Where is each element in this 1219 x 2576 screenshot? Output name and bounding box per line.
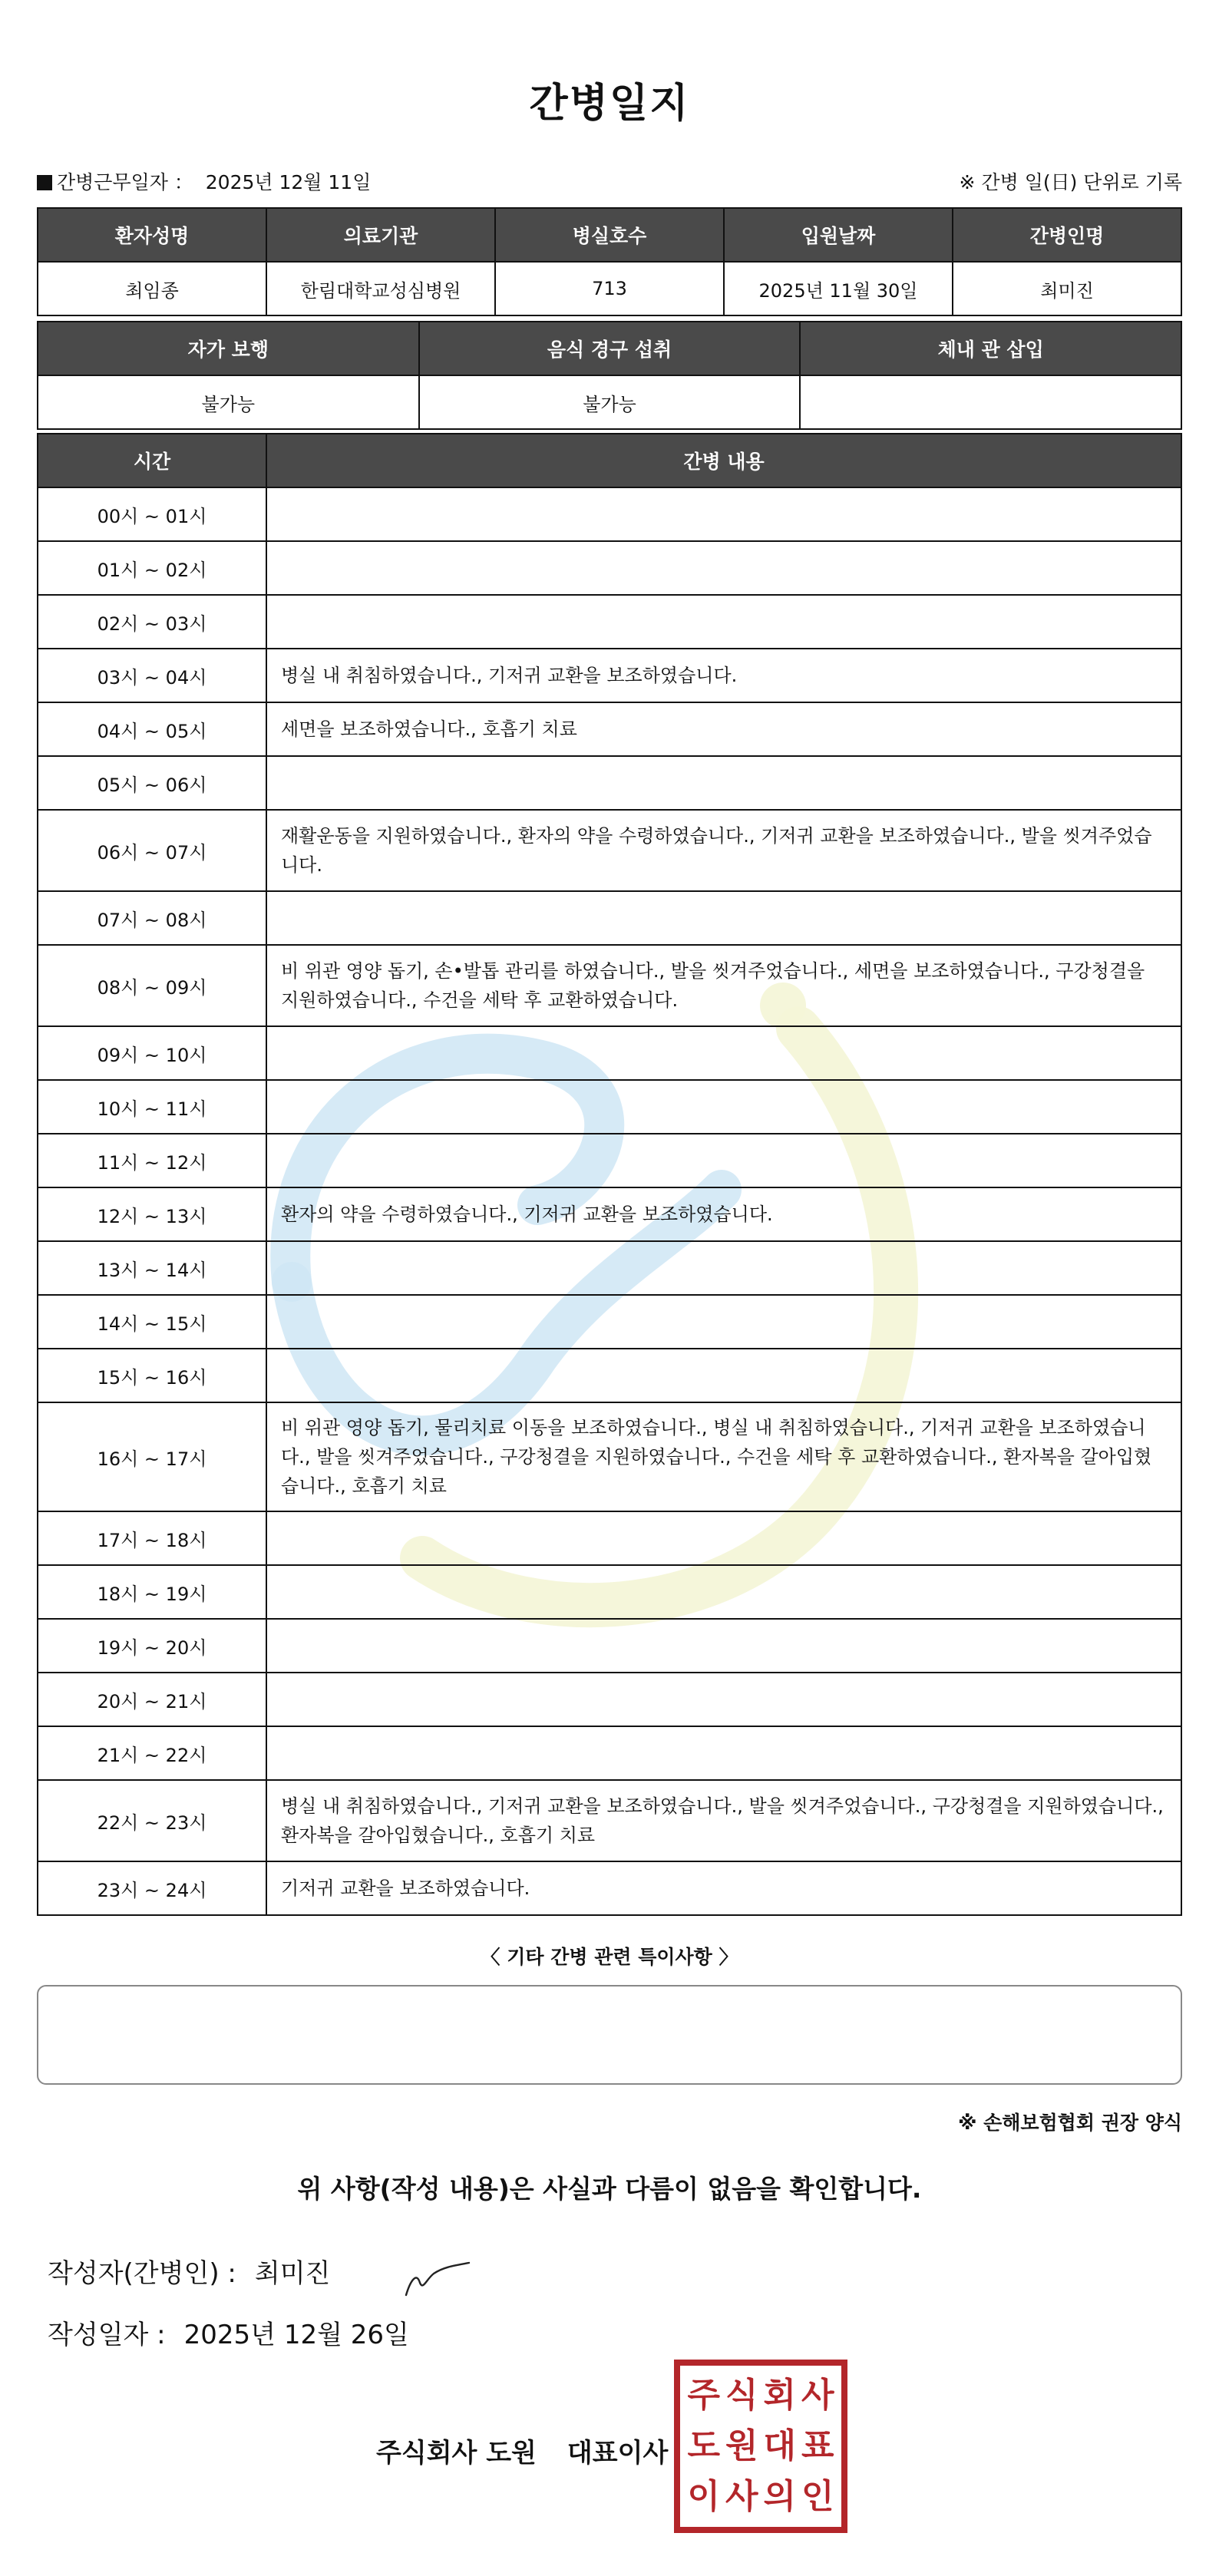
written-date-value: 2025년 12월 26일 bbox=[183, 2320, 409, 2350]
care-log-content: 환자의 약을 수령하였습니다., 기저귀 교환을 보조하였습니다. bbox=[266, 1187, 1181, 1241]
patient-info-value-row bbox=[38, 262, 1181, 315]
care-log-row bbox=[38, 1187, 1181, 1241]
care-log-content: 비 위관 영양 돕기, 손•발톱 관리를 하였습니다., 발을 씻겨주었습니다., 세면을 보조하였습니다., 구강청결을 지원하였습니다., 수건을 세탁 후 교환하였습니다. bbox=[266, 945, 1181, 1026]
care-log-row bbox=[38, 1726, 1181, 1780]
care-log-content bbox=[266, 595, 1181, 649]
care-log-content bbox=[266, 1619, 1181, 1673]
care-log-time: 20시 ~ 21시 bbox=[38, 1673, 266, 1726]
confirmation-text: 위 사항(작성 내용)은 사실과 다름이 없음을 확인합니다. bbox=[297, 2174, 922, 2204]
care-log-time: 09시 ~ 10시 bbox=[38, 1026, 266, 1080]
company-name: 주식회사 도원 bbox=[376, 2438, 537, 2469]
care-log-row bbox=[38, 810, 1181, 891]
care-log-row bbox=[38, 1349, 1181, 1402]
care-log-content: 세면을 보조하였습니다., 호흡기 치료 bbox=[266, 702, 1181, 756]
special-notes-box bbox=[37, 1985, 1182, 2085]
care-log-row bbox=[38, 891, 1181, 945]
care-log-content bbox=[266, 1726, 1181, 1780]
care-log-row bbox=[38, 1511, 1181, 1565]
care-log-time: 12시 ~ 13시 bbox=[38, 1187, 266, 1241]
care-log-time: 10시 ~ 11시 bbox=[38, 1080, 266, 1134]
walking-value: 불가능 bbox=[38, 375, 419, 429]
care-log-time: 02시 ~ 03시 bbox=[38, 595, 266, 649]
patient-name: 최임종 bbox=[38, 262, 266, 315]
care-log-row bbox=[38, 487, 1181, 541]
care-log-time: 06시 ~ 07시 bbox=[38, 810, 266, 891]
care-log-table bbox=[37, 433, 1182, 1916]
care-log-row bbox=[38, 1780, 1181, 1861]
care-log-row bbox=[38, 1402, 1181, 1511]
black-square-icon bbox=[37, 175, 52, 190]
writer-name: 최미진 bbox=[254, 2258, 331, 2289]
written-date-label: 작성일자 : bbox=[48, 2320, 166, 2350]
care-log-time: 07시 ~ 08시 bbox=[38, 891, 266, 945]
care-log-time: 17시 ~ 18시 bbox=[38, 1511, 266, 1565]
care-log-row bbox=[38, 541, 1181, 595]
care-log-row bbox=[38, 649, 1181, 702]
care-log-time: 11시 ~ 12시 bbox=[38, 1134, 266, 1187]
care-log-row bbox=[38, 1619, 1181, 1673]
care-log-time: 22시 ~ 23시 bbox=[38, 1780, 266, 1861]
care-log-time: 13시 ~ 14시 bbox=[38, 1241, 266, 1295]
care-log-content bbox=[266, 1349, 1181, 1402]
care-log-row bbox=[38, 1861, 1181, 1915]
seal-character: 도 bbox=[687, 2426, 720, 2465]
seal-character: 이 bbox=[687, 2477, 720, 2516]
seal-character: 표 bbox=[801, 2426, 834, 2465]
care-log-content bbox=[266, 1295, 1181, 1349]
care-log-row bbox=[38, 1241, 1181, 1295]
care-log-time: 04시 ~ 05시 bbox=[38, 702, 266, 756]
care-log-content: 비 위관 영양 돕기, 물리치료 이동을 보조하였습니다., 병실 내 취침하였습니다., 기저귀 교환을 보조하였습니다., 발을 씻겨주었습니다., 구강청결을 지원하였습니다., 수건을 세탁 후 교환하였습니다., 환자복을 갈아입혔습니다., 호흡기 치료 bbox=[266, 1402, 1181, 1511]
care-log-time: 05시 ~ 06시 bbox=[38, 756, 266, 810]
seal-characters bbox=[685, 2370, 837, 2522]
recommend-note: ※ 손해보험협회 권장 양식 bbox=[958, 2112, 1182, 2134]
handwritten-signature-icon bbox=[403, 2257, 472, 2303]
care-log-content: 병실 내 취침하였습니다., 기저귀 교환을 보조하였습니다. bbox=[266, 649, 1181, 702]
care-log-content: 병실 내 취침하였습니다., 기저귀 교환을 보조하였습니다., 발을 씻겨주었습니다., 구강청결을 지원하였습니다., 환자복을 갈아입혔습니다., 호흡기 치료 bbox=[266, 1780, 1181, 1861]
work-date-label: 간병근무일자 ： bbox=[57, 171, 193, 193]
seal-character: 주 bbox=[687, 2376, 720, 2415]
tube-insertion-value bbox=[800, 375, 1181, 429]
caregiver-header: 간병인명 bbox=[953, 208, 1181, 262]
tube-insertion-header: 체내 관 삽입 bbox=[800, 322, 1181, 375]
walking-header: 자가 보행 bbox=[38, 322, 419, 375]
care-log-content bbox=[266, 756, 1181, 810]
oral-intake-value: 불가능 bbox=[419, 375, 801, 429]
admission-date: 2025년 11월 30일 bbox=[724, 262, 953, 315]
work-date bbox=[37, 167, 371, 195]
seal-character: 식 bbox=[725, 2376, 758, 2415]
care-log-row bbox=[38, 756, 1181, 810]
care-log-body bbox=[38, 487, 1181, 1915]
care-log-time: 21시 ~ 22시 bbox=[38, 1726, 266, 1780]
patient-name-header: 환자성명 bbox=[38, 208, 266, 262]
care-log-row bbox=[38, 945, 1181, 1026]
seal-character: 의 bbox=[763, 2477, 796, 2516]
care-log-content bbox=[266, 1080, 1181, 1134]
care-log-row bbox=[38, 1295, 1181, 1349]
care-log-time: 03시 ~ 04시 bbox=[38, 649, 266, 702]
care-log-content: 재활운동을 지원하였습니다., 환자의 약을 수령하였습니다., 기저귀 교환을 보조하였습니다., 발을 씻겨주었습니다. bbox=[266, 810, 1181, 891]
writer-row bbox=[48, 2252, 330, 2290]
care-log-time: 08시 ~ 09시 bbox=[38, 945, 266, 1026]
company-signature bbox=[376, 2432, 668, 2469]
patient-status-value-row bbox=[38, 375, 1181, 429]
care-log-time: 16시 ~ 17시 bbox=[38, 1402, 266, 1511]
patient-status-header-row bbox=[38, 322, 1181, 375]
hospital-header: 의료기관 bbox=[266, 208, 495, 262]
seal-character: 원 bbox=[725, 2426, 758, 2465]
ceo-label: 대표이사 bbox=[567, 2438, 669, 2469]
meta-row bbox=[37, 164, 1182, 195]
care-log-time: 15시 ~ 16시 bbox=[38, 1349, 266, 1402]
care-log-time: 14시 ~ 15시 bbox=[38, 1295, 266, 1349]
care-log-content bbox=[266, 1565, 1181, 1619]
room-number: 713 bbox=[495, 262, 724, 315]
care-log-row bbox=[38, 702, 1181, 756]
care-log-content bbox=[266, 891, 1181, 945]
care-log-row bbox=[38, 1026, 1181, 1080]
care-log-content bbox=[266, 1673, 1181, 1726]
care-log-row bbox=[38, 1673, 1181, 1726]
document-title: 간병일지 bbox=[529, 81, 690, 127]
seal-character: 인 bbox=[801, 2477, 834, 2516]
care-log-time: 01시 ~ 02시 bbox=[38, 541, 266, 595]
care-log-row bbox=[38, 1134, 1181, 1187]
care-log-content bbox=[266, 487, 1181, 541]
care-log-row bbox=[38, 1080, 1181, 1134]
care-log-row bbox=[38, 595, 1181, 649]
seal-character: 회 bbox=[763, 2376, 796, 2415]
oral-intake-header: 음식 경구 섭취 bbox=[419, 322, 801, 375]
patient-status-table bbox=[37, 321, 1182, 430]
hospital-name: 한림대학교성심병원 bbox=[266, 262, 495, 315]
care-log-time: 00시 ~ 01시 bbox=[38, 487, 266, 541]
care-log-header-row bbox=[38, 434, 1181, 487]
time-header: 시간 bbox=[38, 434, 266, 487]
care-log-content bbox=[266, 1134, 1181, 1187]
care-log-time: 23시 ~ 24시 bbox=[38, 1861, 266, 1915]
caregiver-name: 최미진 bbox=[953, 262, 1181, 315]
patient-info-header-row bbox=[38, 208, 1181, 262]
care-log-content bbox=[266, 541, 1181, 595]
company-seal-stamp bbox=[674, 2360, 847, 2533]
special-notes-title: 〈 기타 간병 관련 특이사항 〉 bbox=[481, 1946, 738, 1968]
care-log-time: 19시 ~ 20시 bbox=[38, 1619, 266, 1673]
unit-note: ※ 간병 일(日) 단위로 기록 bbox=[959, 171, 1182, 193]
content-header: 간병 내용 bbox=[266, 434, 1181, 487]
work-date-value: 2025년 12월 11일 bbox=[205, 171, 372, 193]
patient-info-table bbox=[37, 207, 1182, 316]
seal-character: 사 bbox=[801, 2376, 834, 2415]
care-log-content bbox=[266, 1511, 1181, 1565]
admission-date-header: 입원날짜 bbox=[724, 208, 953, 262]
room-header: 병실호수 bbox=[495, 208, 724, 262]
seal-character: 대 bbox=[763, 2426, 796, 2465]
care-log-content bbox=[266, 1241, 1181, 1295]
care-log-content bbox=[266, 1026, 1181, 1080]
seal-character: 사 bbox=[725, 2477, 758, 2516]
care-log-content: 기저귀 교환을 보조하였습니다. bbox=[266, 1861, 1181, 1915]
care-log-time: 18시 ~ 19시 bbox=[38, 1565, 266, 1619]
writer-label: 작성자(간병인) : bbox=[48, 2258, 236, 2289]
written-date-row bbox=[48, 2313, 409, 2351]
care-log-row bbox=[38, 1565, 1181, 1619]
